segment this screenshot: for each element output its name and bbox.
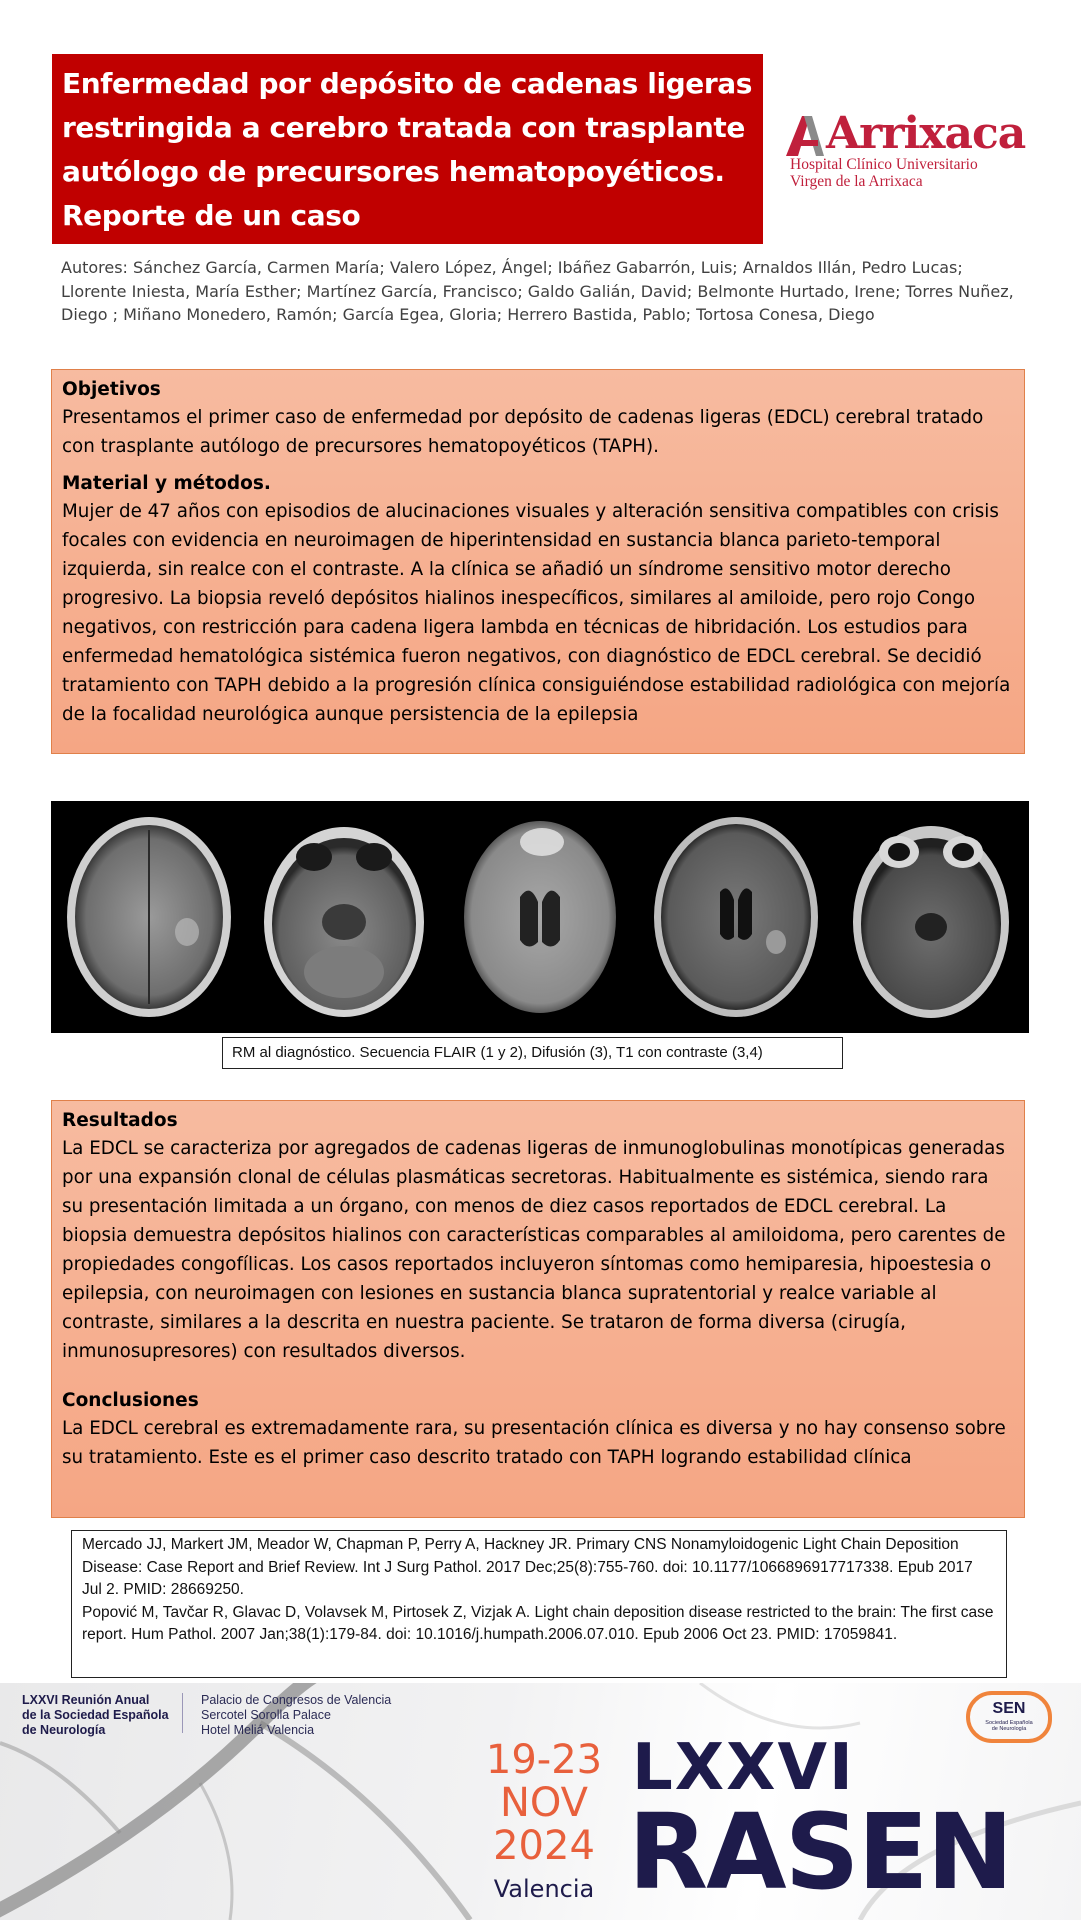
conclusiones-heading: Conclusiones xyxy=(62,1390,199,1411)
material-heading: Material y métodos. xyxy=(62,473,271,494)
title-box xyxy=(52,54,763,244)
resultados-heading: Resultados xyxy=(62,1110,178,1131)
sen-sub-2: de Neurología xyxy=(991,1726,1027,1732)
venue-1: Palacio de Congresos de Valencia xyxy=(201,1693,392,1707)
sen-logo-subtext xyxy=(966,1720,1052,1732)
date-month: NOV xyxy=(499,1780,589,1826)
mri-image-5 xyxy=(841,812,1021,1022)
objetivos-heading: Objetivos xyxy=(62,379,161,400)
resultados-text: La EDCL se caracteriza por agregados de cadenas ligeras de inmunoglobulinas monotípicas generadas por una expansión clonal de células plasmáticas secretoras. Habitualmente es sistémica, siendo rara su presentación limitada a un órgano, con menos de diez casos reportados de EDCL cerebral. La biopsia demuestra depósitos hialinos con características comparables al amiloidoma, pero carentes de propiedades congofílicas. Los casos reportados incluyeron síntomas como hemiparesia, hipoestesia o epilepsia, con neuroimagen con lesiones en sustancia blanca supratentorial y realce variable al contraste, similares a la descrita en nuestra paciente. Se trataron de forma diversa (cirugía, inmunosupresores) con resultados diversos. xyxy=(62,1138,1006,1362)
references-box xyxy=(71,1530,1007,1678)
date-days: 19-23 xyxy=(485,1737,603,1783)
authors: Autores: Sánchez García, Carmen María; Valero López, Ángel; Ibáñez Gabarrón, Luis; Arnaldos Illán, Pedro Lucas; Llorente Iniesta, María Esther; Martínez García, Francisco; Galdo Galián, David; Belmonte Hurtado, Irene; Torres Nuñez, Diego ; Miñano Monedero, Ramón; García Egea, Gloria; Herrero Bastida, Pablo; Tortosa Conesa, Diego xyxy=(61,258,1014,324)
figure-caption: RM al diagnóstico. Secuencia FLAIR (1 y 2), Difusión (3), T1 con contraste (3,4) xyxy=(222,1037,843,1069)
venue-2: Sercotel Sorolla Palace xyxy=(201,1708,331,1722)
event-edition: LXXVI xyxy=(632,1731,855,1805)
mri-image-3 xyxy=(450,812,630,1022)
footer-divider xyxy=(182,1693,183,1733)
mri-image-4 xyxy=(646,812,826,1022)
venue-list xyxy=(201,1693,391,1738)
sen-logo xyxy=(966,1691,1058,1751)
conclusiones-text: La EDCL cerebral es extremadamente rara, su presentación clínica es diversa y no hay consenso sobre su tratamiento. Este es el primer caso descrito tratado con TAPH logrando estabilidad clínica xyxy=(62,1418,1006,1468)
venue-3: Hotel Meliá Valencia xyxy=(201,1723,315,1737)
org-name xyxy=(22,1693,169,1738)
org-line1: LXXVI Reunión Anual xyxy=(22,1693,150,1707)
logo-line2: Virgen de la Arrixaca xyxy=(790,173,923,190)
mri-image-strip xyxy=(51,801,1029,1033)
material-text: Mujer de 47 años con episodios de alucinaciones visuales y alteración sensitiva compatibles con crisis focales con evidencia en neuroimagen de hiperintensidad en sustancia blanca parieto-temporal izquierda, sin realce con el contraste. A la clínica se añadió un síndrome sensitivo motor derecho progresivo. La biopsia reveló depósitos hialinos inespecíficos, similares al amiloide, pero rojo Congo negativos, con restricción para cadena ligera lambda en técnicas de hibridación. Los estudios para enfermedad hematológica sistémica fueron negativos, con diagnóstico de EDCL cerebral. Se decidió tratamiento con TAPH debido a la progresión clínica consiguiéndose estabilidad radiológica con mejoría de la focalidad neurológica aunque persistencia de la epilepsia xyxy=(62,501,1011,725)
date-year: 2024 xyxy=(493,1823,595,1869)
mri-image-1 xyxy=(59,812,239,1022)
event-city: Valencia xyxy=(493,1875,595,1903)
sen-logo-text: SEN xyxy=(992,1700,1026,1717)
org-line2: de la Sociedad Española xyxy=(22,1708,169,1722)
reference-item: Mercado JJ, Markert JM, Meador W, Chapman P, Perry A, Hackney JR. Primary CNS Nonamyloidogenic Light Chain Deposition Disease: Case Report and Brief Review. Int J Surg Pathol. 2017 Dec;25(8):755-760. doi: 10.1177/1066896917717338. Epub 2017 Jul 2. PMID: 28669250. xyxy=(82,1536,973,1598)
logo-line1: Hospital Clínico Universitario xyxy=(790,156,978,173)
congress-footer-banner xyxy=(0,1683,1081,1920)
mri-image-2 xyxy=(254,812,434,1022)
sen-sub-1: Sociedad Española xyxy=(985,1720,1033,1726)
reference-item: Popović M, Tavčar R, Glavac D, Volavsek M, Pirtosek Z, Vizjak A. Light chain deposition disease restricted to the brain: The first case report. Hum Pathol. 2007 Jan;38(1):179-84. doi: 10.1016/j.humpath.2006.07.010. Epub 2006 Oct 23. PMID: 17059841. xyxy=(82,1603,994,1643)
event-dates xyxy=(480,1739,608,1868)
event-name: RASEN xyxy=(628,1791,1012,1913)
poster-title: Enfermedad por depósito de cadenas ligeras restringida a cerebro tratada con trasplante autólogo de precursores hematopoyéticos. Reporte de un caso xyxy=(62,67,753,232)
objetivos-material-panel xyxy=(51,369,1025,754)
objetivos-text: Presentamos el primer caso de enfermedad por depósito de cadenas ligeras (EDCL) cerebral tratado con trasplante autólogo de precursores hematopoyéticos (TAPH). xyxy=(62,407,984,457)
logo-wordmark-row xyxy=(786,100,1036,159)
arrixaca-mark-icon xyxy=(786,116,824,156)
logo-wordmark: Arrixaca xyxy=(826,108,1026,159)
resultados-conclusiones-panel xyxy=(51,1100,1025,1518)
hospital-logo xyxy=(786,100,1036,195)
org-line3: de Neurología xyxy=(22,1723,106,1737)
